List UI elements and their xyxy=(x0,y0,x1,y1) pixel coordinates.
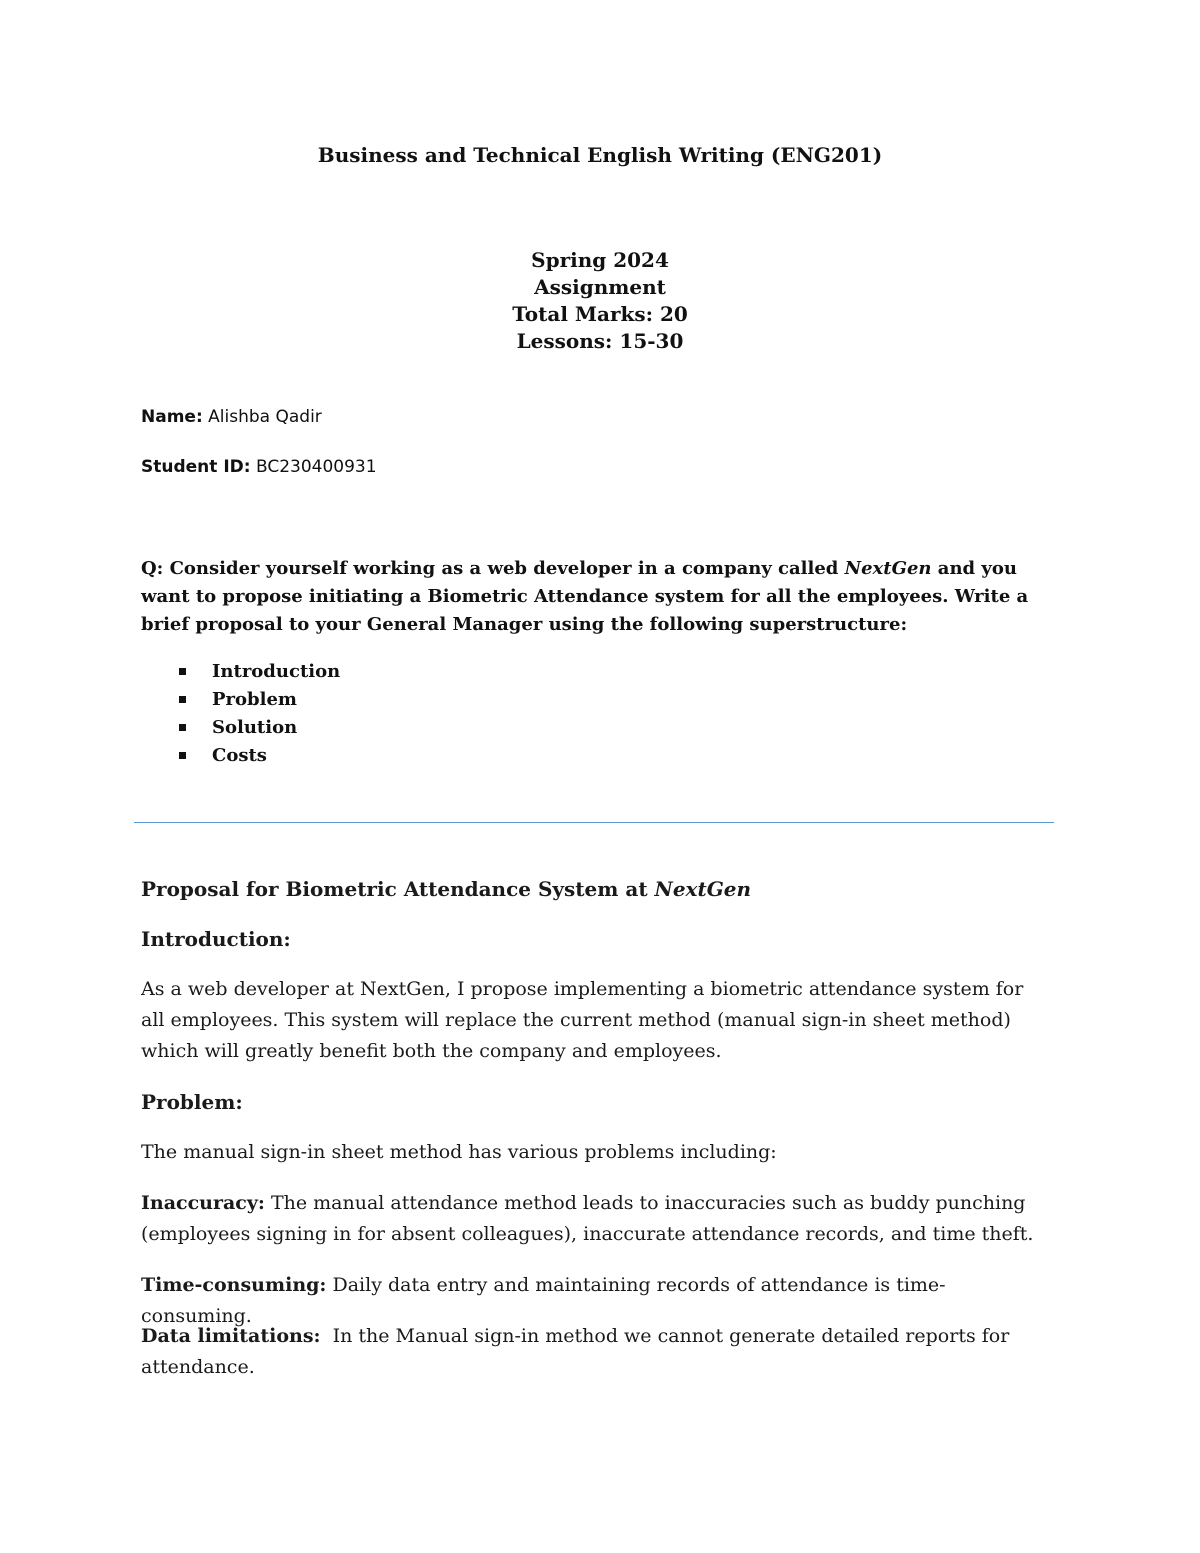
square-bullet-icon xyxy=(179,724,186,731)
student-id-field xyxy=(141,457,377,477)
problem-paragraph: The manual sign-in sheet method has various problems including: xyxy=(141,1141,777,1163)
time-consuming-paragraph: Time-consuming: Daily data entry and maintaining records of attendance is time-consuming. xyxy=(141,1274,946,1327)
course-title: Business and Technical English Writing (ENG201) xyxy=(317,143,883,167)
question-text-before: Q: Consider yourself working as a web developer in a company called xyxy=(141,558,845,579)
inaccuracy-paragraph: Inaccuracy: The manual attendance method leads to inaccuracies such as buddy punching (employees signing in for absent colleagues), inaccurate attendance records, and time theft. xyxy=(141,1192,1034,1245)
list-item: Costs xyxy=(141,742,340,770)
introduction-heading: Introduction: xyxy=(141,927,291,951)
assignment-type: Assignment xyxy=(534,275,666,299)
introduction-paragraph: As a web developer at NextGen, I propose implementing a biometric attendance system for all employees. This system will replace the current method (manual sign-in sheet method) which will greatly benefit both the company and employees. xyxy=(141,978,1024,1062)
problem-heading: Problem: xyxy=(141,1090,243,1114)
student-id-label: Student ID: xyxy=(141,457,251,477)
question-text-after: and you want to propose initiating a Biometric Attendance system for all the employees. Write a brief proposal to your General Manager using the following superstructure: xyxy=(141,558,1029,635)
question-text xyxy=(141,555,1041,639)
section-divider xyxy=(134,822,1054,823)
time-consuming-label: Time-consuming: xyxy=(141,1274,327,1296)
data-limitations-label: Data limitations: xyxy=(141,1325,321,1347)
question-company: NextGen xyxy=(844,558,932,579)
student-name-label: Name: xyxy=(141,407,203,427)
data-limitations-paragraph: Data limitations: In the Manual sign-in method we cannot generate detailed reports for attendance. xyxy=(141,1325,1016,1378)
student-id-value: BC230400931 xyxy=(255,457,377,477)
list-item: Introduction xyxy=(141,658,340,686)
total-marks: Total Marks: 20 xyxy=(512,302,688,326)
proposal-title: Proposal for Biometric Attendance System at NextGen xyxy=(141,877,752,901)
assignment-meta xyxy=(0,247,1200,355)
student-name-value: Alishba Qadir xyxy=(208,407,322,427)
superstructure-list xyxy=(141,658,340,770)
list-item: Solution xyxy=(141,714,340,742)
lessons: Lessons: 15-30 xyxy=(516,329,684,353)
student-name-field xyxy=(141,407,322,427)
square-bullet-icon xyxy=(179,668,186,675)
square-bullet-icon xyxy=(179,696,186,703)
square-bullet-icon xyxy=(179,752,186,759)
inaccuracy-label: Inaccuracy: xyxy=(141,1192,265,1214)
list-item: Problem xyxy=(141,686,340,714)
semester: Spring 2024 xyxy=(531,248,669,272)
